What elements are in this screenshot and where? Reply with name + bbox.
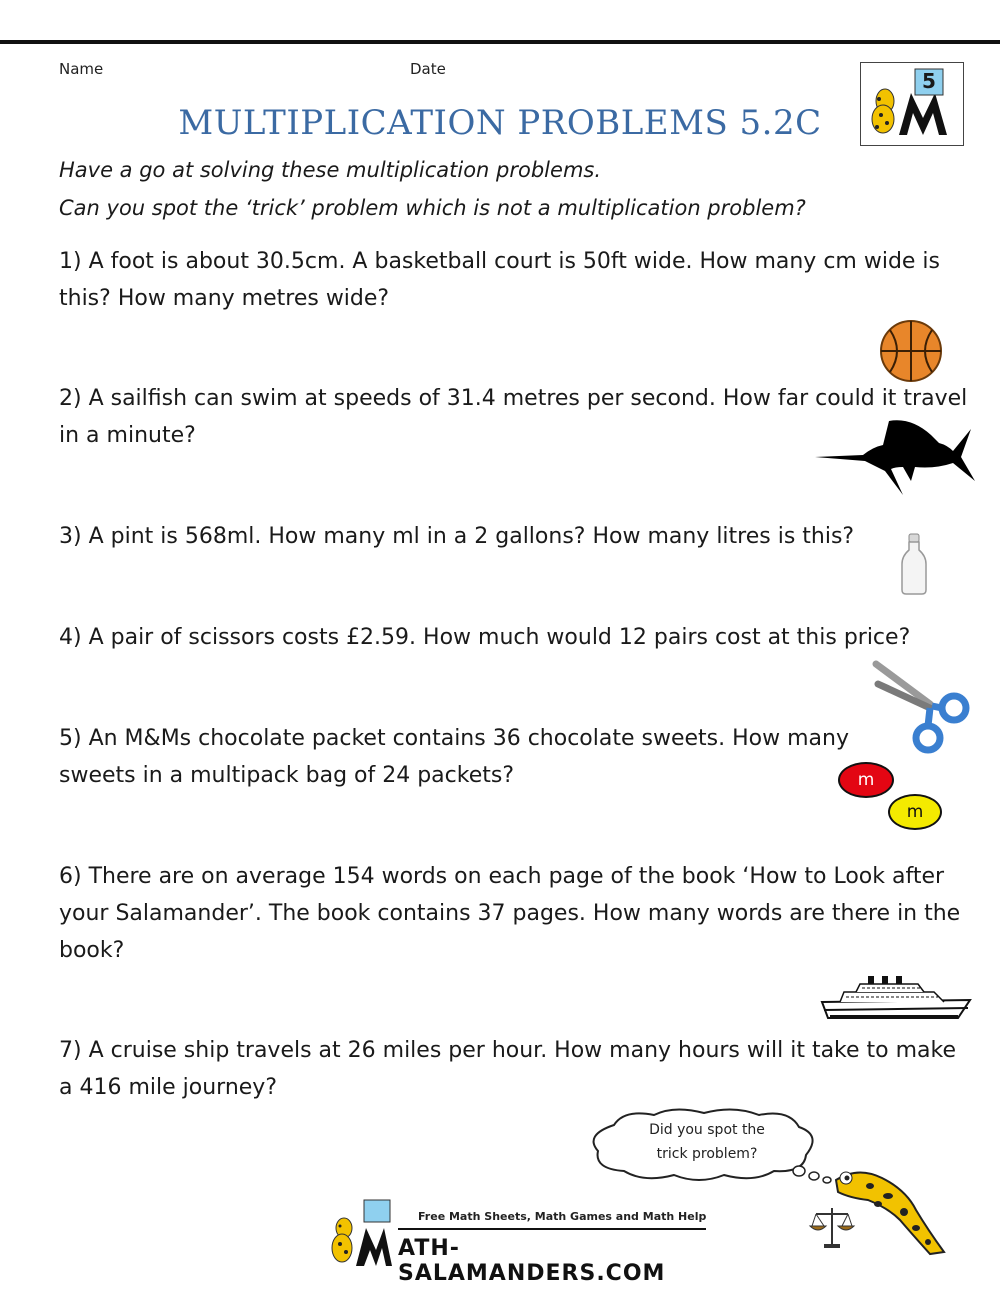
intro-line-2: Can you spot the ‘trick’ problem which is not a multiplication problem?: [59, 196, 806, 220]
question-3: [59, 518, 854, 555]
top-rule: [0, 40, 1000, 44]
basketball-icon: [878, 318, 944, 384]
footer-salamander-icon: [326, 1198, 394, 1270]
milk-bottle-icon: [898, 532, 930, 596]
intro-line-1: Have a go at solving these multiplication problems.: [59, 158, 602, 182]
footer-rule: [398, 1228, 706, 1230]
question-3-line-1: 3) A pint is 568ml. How many ml in a 2 gallons? How many litres is this?: [59, 524, 855, 549]
thought-bubble-line-2: trick problem?: [656, 1146, 758, 1162]
question-7-line-1: 7) A cruise ship travels at 26 miles per hour. How many hours will it take to make: [59, 1038, 957, 1063]
question-7-line-2: a 416 mile journey?: [59, 1075, 277, 1100]
question-7: [59, 1032, 956, 1106]
question-4-line-1: 4) A pair of scissors costs £2.59. How much would 12 pairs cost at this price?: [59, 625, 911, 650]
thought-bubble-line-1: Did you spot the: [649, 1122, 765, 1138]
question-5-line-2: sweets in a multipack bag of 24 packets?: [59, 763, 515, 788]
grade-badge: 5: [922, 69, 936, 93]
question-2-line-2: in a minute?: [59, 423, 196, 448]
question-1-line-2: this? How many metres wide?: [59, 286, 390, 311]
sailfish-icon: [815, 415, 977, 497]
footer-tagline: Free Math Sheets, Math Games and Math Help: [418, 1210, 707, 1223]
page-title: MULTIPLICATION PROBLEMS 5.2C: [178, 103, 822, 143]
footer-logo: [326, 1198, 716, 1286]
question-1: [59, 243, 940, 317]
question-1-line-1: 1) A foot is about 30.5cm. A basketball court is 50ft wide. How many cm wide is: [59, 249, 941, 274]
question-6-line-3: book?: [59, 938, 125, 963]
question-4: [59, 619, 910, 656]
cruise-ship-icon: [820, 972, 976, 1022]
thought-bubble-text: [604, 1118, 810, 1166]
scissors-icon: [872, 660, 972, 756]
question-6: [59, 858, 960, 969]
question-6-line-2: your Salamander’. The book contains 37 pages. How many words are there in the: [59, 901, 961, 926]
question-5: [59, 720, 849, 794]
salamander-mascot-icon: [808, 1160, 948, 1260]
question-2-line-1: 2) A sailfish can swim at speeds of 31.4 metres per second. How far could it travel: [59, 386, 968, 411]
footer-site[interactable]: ATH-SALAMANDERS.COM: [398, 1236, 666, 1286]
yellow-candy: m: [888, 794, 942, 830]
question-5-line-1: 5) An M&Ms chocolate packet contains 36 chocolate sweets. How many: [59, 726, 849, 751]
date-label: Date: [410, 60, 446, 78]
name-label: Name: [59, 60, 104, 78]
red-candy: m: [838, 762, 894, 798]
question-6-line-1: 6) There are on average 154 words on each page of the book ‘How to Look after: [59, 864, 945, 889]
